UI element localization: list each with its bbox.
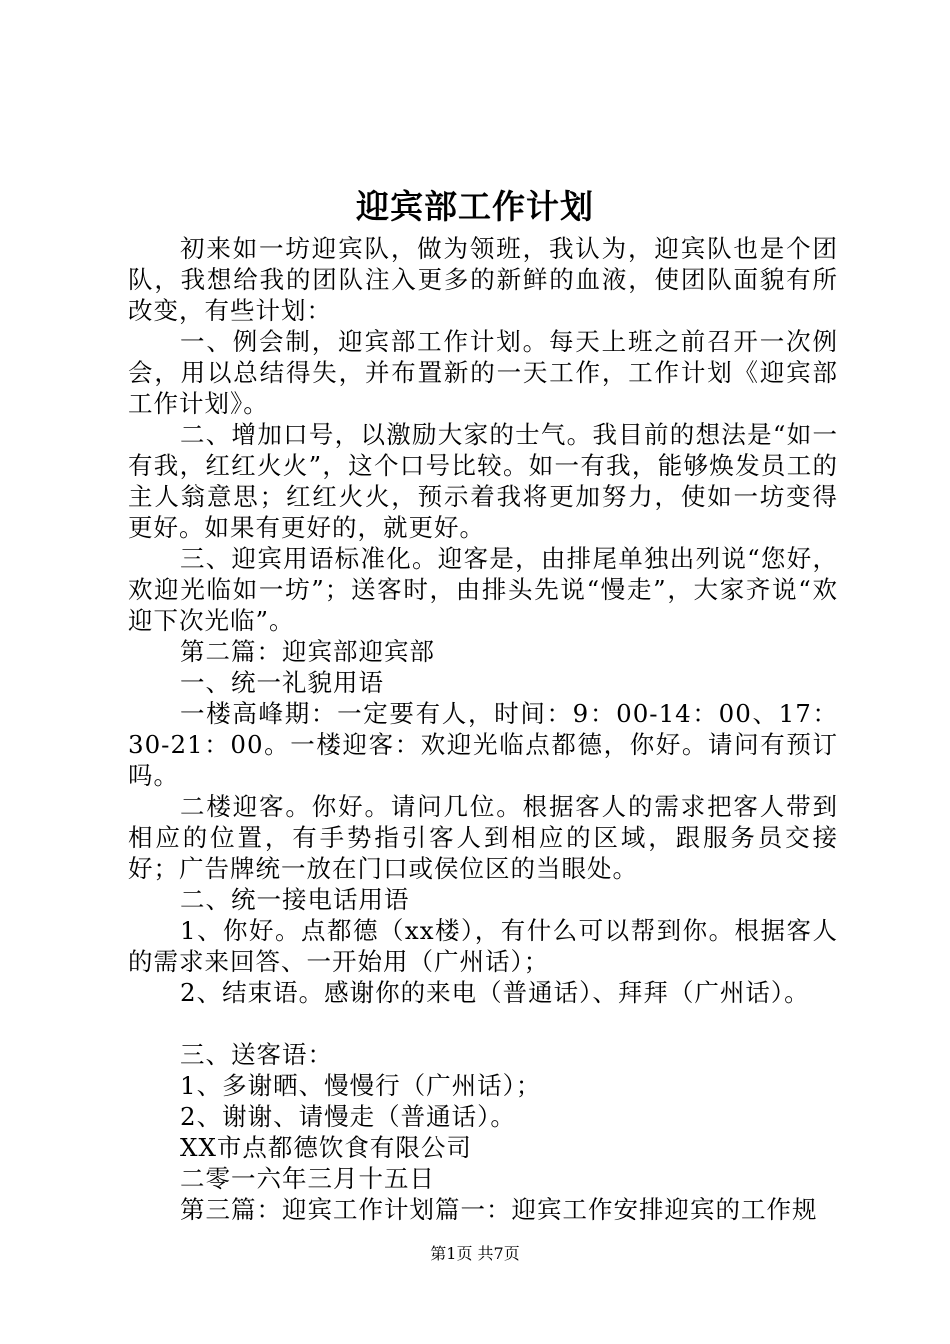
subheading-phone-terms: 二、统一接电话用语 [180,885,410,914]
subheading-farewell: 三、送客语： [180,1040,333,1069]
paragraph-phone-1: 1、你好。点都德（xx楼），有什么可以帮到你。根据客人的需求来回答、一开始用（广州话）； [128,916,838,976]
document-body [128,233,838,1225]
document-date: 二零一六年三月十五日 [180,1164,435,1193]
paragraph-farewell-1: 1、多谢晒、慢慢行（广州话）； [180,1071,542,1100]
page-footer: 第1页 共7页 [430,1244,520,1263]
paragraph-phone-2: 2、结束语。感谢你的来电（普通话）、拜拜（广州话）。 [180,978,810,1007]
section-heading-3: 第三篇：迎宾工作计划篇一：迎宾工作安排迎宾的工作规 [180,1195,818,1224]
section-heading-2: 第二篇：迎宾部迎宾部 [180,637,435,666]
paragraph-plan-2: 二、增加口号，以激励大家的士气。我目前的想法是“如一有我，红红火火”，这个口号比较。如一有我，能够焕发员工的主人翁意思；红红火火，预示着我将更加努力，使如一坊变得更好。如果有更好的，就更好。 [128,420,838,542]
document-title: 迎宾部工作计划 [356,187,594,226]
blank-line [128,1008,838,1039]
paragraph-plan-1: 一、例会制，迎宾部工作计划。每天上班之前召开一次例会，用以总结得失，并布置新的一天工作，工作计划《迎宾部工作计划》。 [128,327,838,418]
paragraph-second-floor: 二楼迎客。你好。请问几位。根据客人的需求把客人带到相应的位置，有手势指引客人到相应的区域，跟服务员交接好；广告牌统一放在门口或侯位区的当眼处。 [128,792,838,883]
paragraph-first-floor: 一楼高峰期：一定要有人，时间：9：00-14：00、17：30-21：00。一楼迎客：欢迎光临点都德，你好。请问有预订吗。 [128,699,838,790]
paragraph-intro: 初来如一坊迎宾队，做为领班，我认为，迎宾队也是个团队，我想给我的团队注入更多的新鲜的血液，使团队面貌有所改变，有些计划： [128,234,838,325]
subheading-polite-terms: 一、统一礼貌用语 [180,668,384,697]
paragraph-farewell-2: 2、谢谢、请慢走（普通话）。 [180,1102,516,1131]
company-name: XX市点都德饮食有限公司 [180,1133,472,1162]
paragraph-plan-3: 三、迎宾用语标准化。迎客是，由排尾单独出列说“您好，欢迎光临如一坊”；送客时，由排头先说“慢走”，大家齐说“欢迎下次光临”。 [128,544,838,635]
